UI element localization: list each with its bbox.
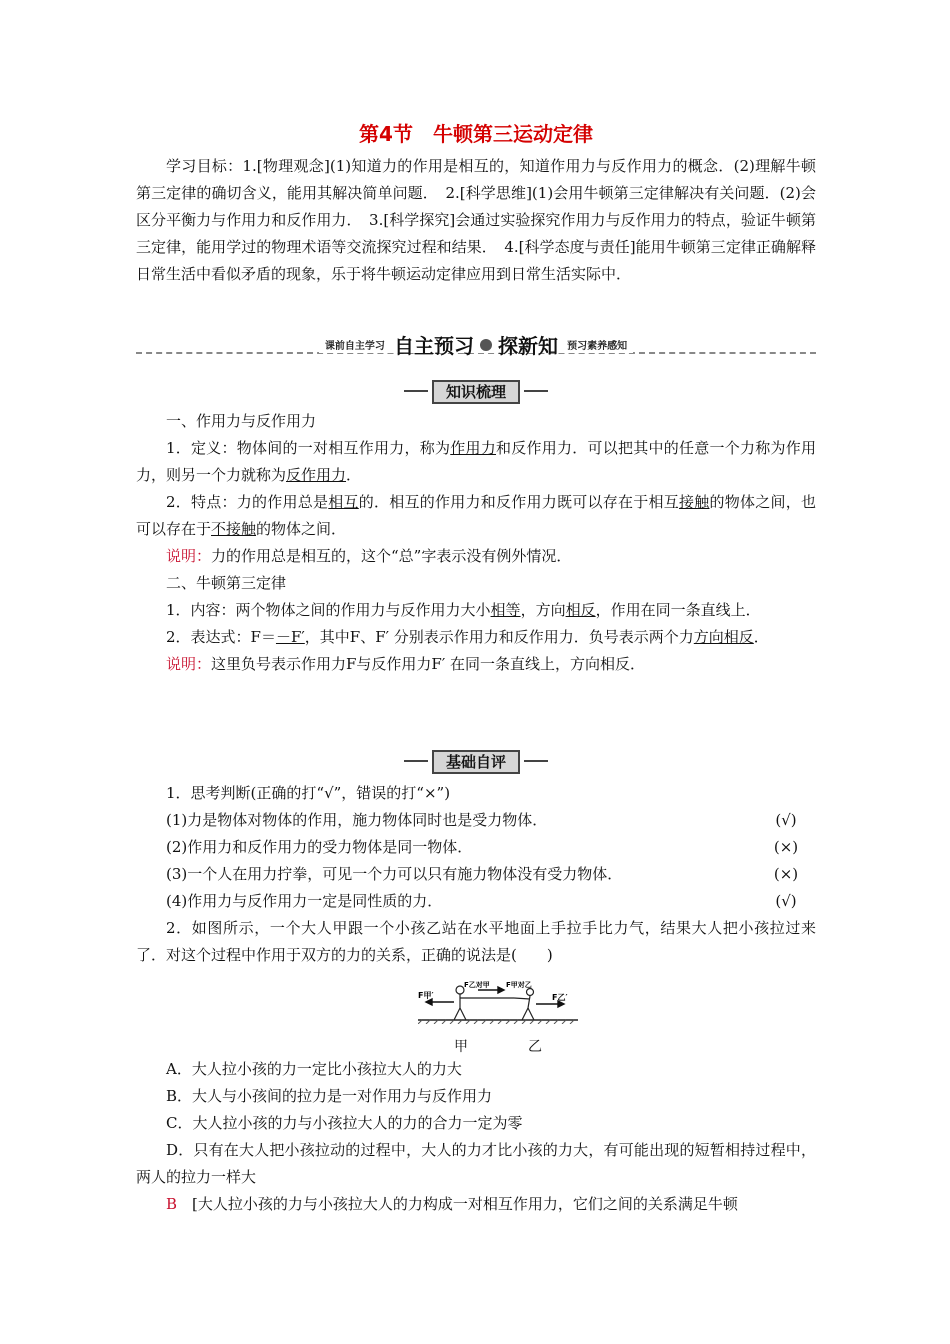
judgment-item: (1)力是物体对物体的作用，施力物体同时也是受力物体． (√) bbox=[136, 807, 816, 834]
answer-paragraph: B [大人拉小孩的力与小孩拉大人的力构成一对相互作用力，它们之间的关系满足牛顿 bbox=[166, 1195, 738, 1213]
definition-paragraph: 1．定义：物体间的一对相互作用力，称为作用力和反作用力．可以把其中的任意一个力称为作用力，则另一个力就称为反作用力． bbox=[136, 439, 816, 484]
judgment-mark: (√) bbox=[775, 811, 797, 829]
figure-label-yi: 乙 bbox=[528, 1039, 542, 1055]
figure-drawing bbox=[418, 978, 578, 1024]
section-header-label: 知识梳理 bbox=[432, 380, 520, 404]
figure-label-jia: 甲 bbox=[454, 1039, 468, 1055]
option-a: A．大人拉小孩的力一定比小孩拉大人的力大 bbox=[166, 1060, 462, 1078]
question-1: 1．思考判断(正确的打“√”，错误的打“×”) bbox=[166, 784, 451, 802]
banner-dot-icon bbox=[480, 339, 492, 351]
section-header-knowledge bbox=[136, 380, 816, 404]
self-test-content bbox=[136, 780, 816, 969]
expression-paragraph: 2．表达式：F＝－F′，其中F、F′ 分别表示作用力和反作用力．负号表示两个力方向相反． bbox=[166, 628, 769, 646]
answer-letter: B bbox=[166, 1195, 178, 1213]
heading-2: 二、牛顿第三定律 bbox=[166, 574, 287, 592]
heading-1: 一、作用力与反作用力 bbox=[166, 412, 317, 430]
section-header-self-test bbox=[136, 750, 816, 774]
section-banner bbox=[136, 330, 816, 358]
force-label: F乙′ bbox=[552, 993, 568, 1002]
banner-main-label: 自主预习 bbox=[394, 334, 474, 358]
force-label: F甲′ bbox=[418, 991, 434, 1000]
judgment-item: (3)一个人在用力拧拳，可见一个力可以只有施力物体没有受力物体． (×) bbox=[136, 861, 816, 888]
option-c: C．大人拉小孩的力与小孩拉大人的力的合力一定为零 bbox=[166, 1114, 523, 1132]
force-label: F甲对乙 bbox=[506, 981, 532, 989]
banner-left-label: 课前自主学习 bbox=[324, 341, 385, 352]
judgment-mark: (√) bbox=[775, 892, 797, 910]
page-title: 第4节 牛顿第三运动定律 bbox=[359, 122, 593, 146]
banner-main-label-2: 探新知 bbox=[498, 334, 558, 358]
note-2: 说明：这里负号表示作用力F与反作用力F′ 在同一条直线上，方向相反． bbox=[166, 655, 646, 673]
content-paragraph: 1．内容：两个物体之间的作用力与反作用力大小相等，方向相反，作用在同一条直线上． bbox=[166, 601, 761, 619]
judgment-mark: (×) bbox=[773, 865, 799, 883]
note-1: 说明：力的作用总是相互的，这个“总”字表示没有例外情况． bbox=[166, 547, 572, 565]
feature-paragraph: 2．特点：力的作用总是相互的．相互的作用力和反作用力既可以存在于相互接触的物体之间，也可以存在于不接触的物体之间． bbox=[136, 493, 816, 538]
section-header-label: 基础自评 bbox=[432, 750, 520, 774]
banner-right-label: 预习素养感知 bbox=[567, 341, 628, 352]
tug-of-war-figure bbox=[418, 978, 578, 1058]
options-list bbox=[136, 1056, 816, 1218]
judgment-item: (4)作用力与反作用力一定是同性质的力． (√) bbox=[136, 888, 816, 915]
force-label: F乙对甲 bbox=[464, 981, 490, 989]
judgment-item: (2)作用力和反作用力的受力物体是同一物体． (×) bbox=[136, 834, 816, 861]
option-d: D．只有在大人把小孩拉动的过程中，大人的力才比小孩的力大，有可能出现的短暂相持过程中，两人的拉力一样大 bbox=[136, 1141, 816, 1186]
learning-objectives: 学习目标：1.[物理观念](1)知道力的作用是相互的，知道作用力与反作用力的概念．(2)理解牛顿第三定律的确切含义，能用其解决简单问题． 2.[科学思维](1)会用牛顿第三定律解决有关问题．(2)会区分平衡力与作用力和反作用力． 3.[科学探究]会通过实验探究作用力与反作用力的特点，验证牛顿第三定律，能用学过的物理术语等交流探究过程和结果． 4.[科学态度与责任]能用牛顿第三定律正确解释日常生活中看似矛盾的现象，乐于将牛顿运动定律应用到日常生活实际中． bbox=[136, 157, 816, 283]
option-b: B．大人与小孩间的拉力是一对作用力与反作用力 bbox=[166, 1087, 493, 1105]
knowledge-content bbox=[136, 408, 816, 678]
question-2: 2．如图所示，一个大人甲跟一个小孩乙站在水平地面上手拉手比力气，结果大人把小孩拉过来了．对这个过程中作用于双方的力的关系，正确的说法是( ) bbox=[136, 919, 816, 964]
judgment-mark: (×) bbox=[773, 838, 799, 856]
